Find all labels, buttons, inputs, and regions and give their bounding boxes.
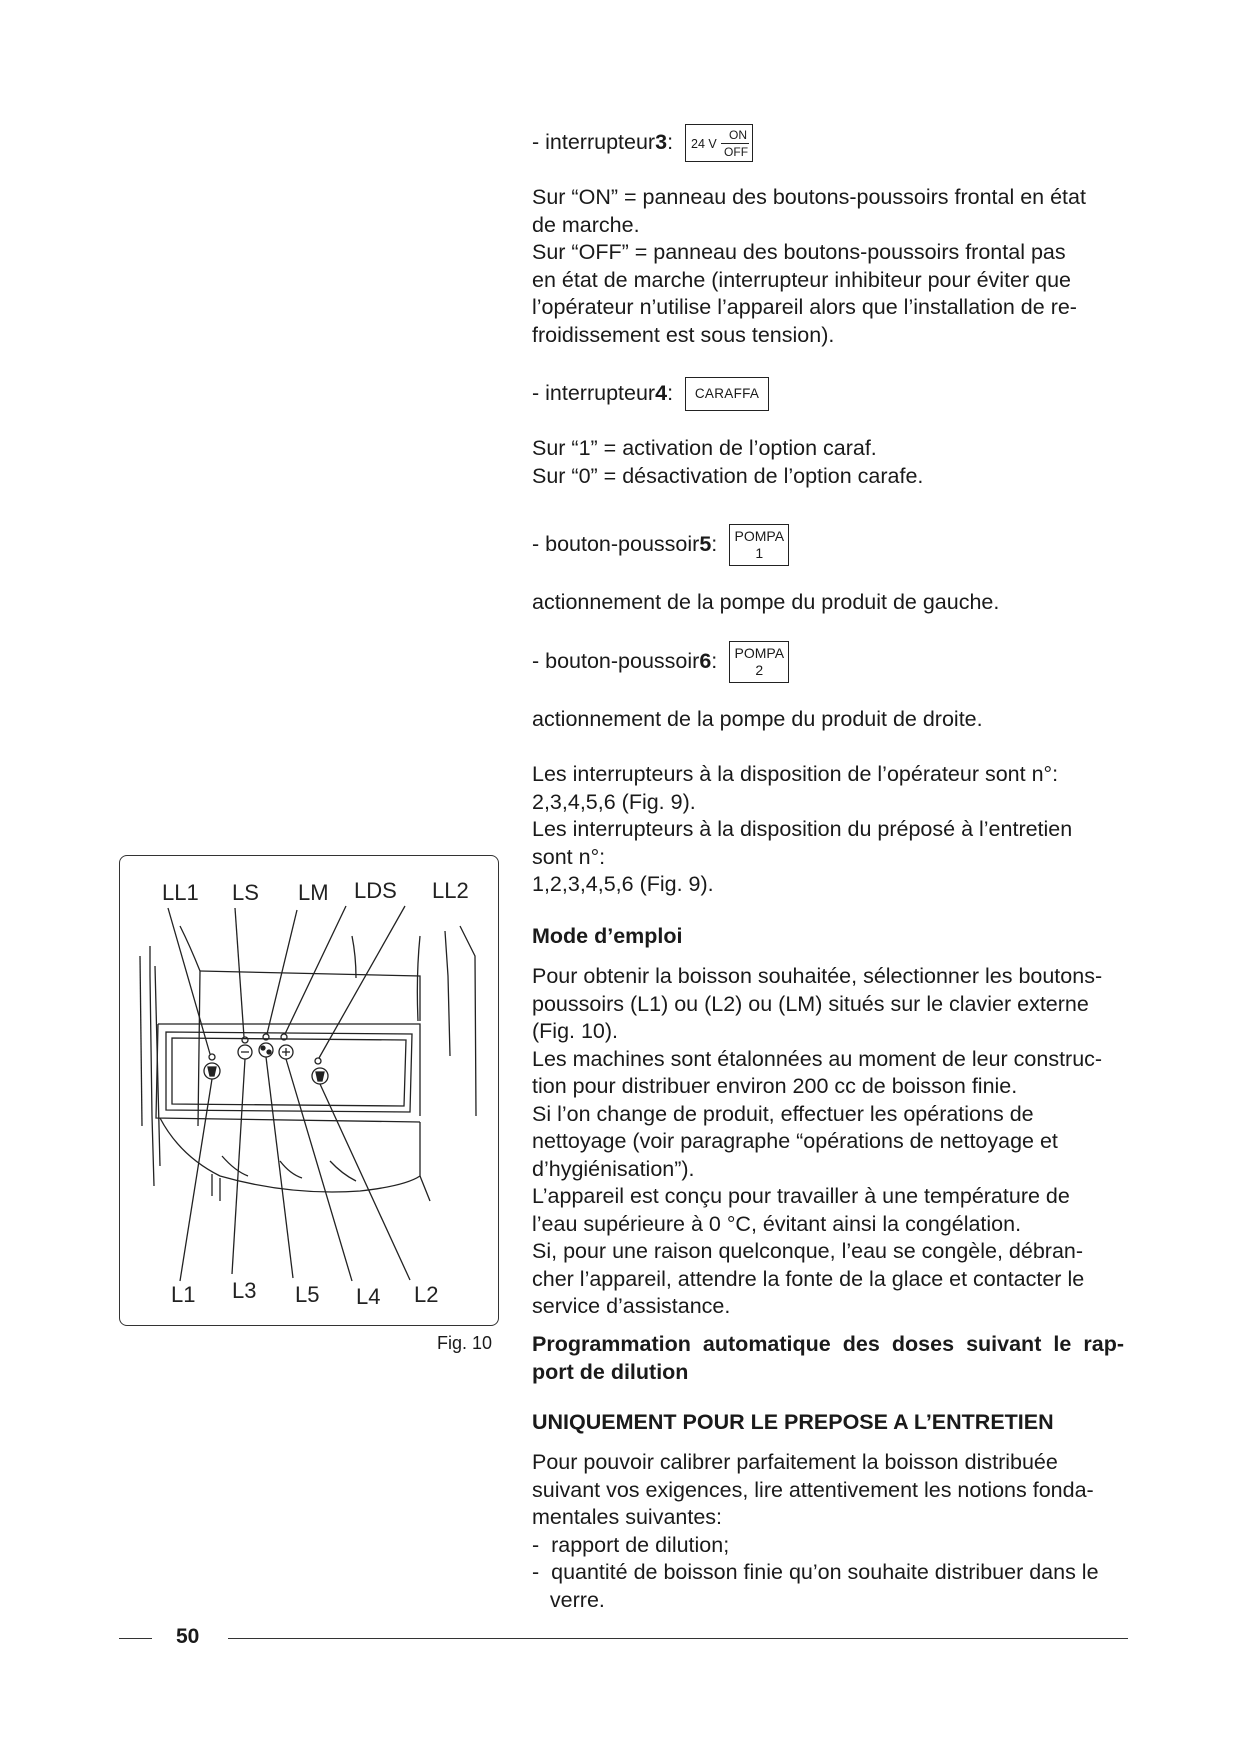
button-6-prefix: - bouton-poussoir (532, 649, 700, 674)
button-l2-icon (312, 1068, 328, 1084)
button-6-colon: : (711, 649, 718, 674)
button-6-line (532, 639, 789, 685)
page-number: 50 (176, 1625, 200, 1648)
mode-heading: Mode d’emploi (532, 924, 683, 948)
button-5-prefix: - bouton-poussoir (532, 532, 700, 557)
machine-outline (140, 926, 476, 1201)
button-6-number: 6 (699, 649, 712, 674)
switch-3-voltage: 24 V (691, 137, 717, 151)
label-l3: L3 (232, 1278, 257, 1303)
button-l3-minus-icon (238, 1045, 252, 1059)
switch-3-number: 3 (655, 130, 668, 155)
figure-10-panel (119, 855, 499, 1326)
leader-lines (168, 906, 410, 1281)
text-line: suivant vos exigences, lire attentivement les notions fonda- (532, 1477, 1094, 1502)
list-item: - rapport de dilution; (532, 1532, 730, 1557)
label-ll1: LL1 (162, 880, 199, 905)
button-5-line (532, 522, 789, 568)
heading-line: port de dilution (532, 1359, 689, 1384)
button-6-symbol (729, 641, 789, 683)
label-l4: L4 (356, 1284, 381, 1309)
button-l5-icon (259, 1043, 273, 1057)
switch-3-description (532, 184, 1124, 349)
text-line: Pour pouvoir calibrer parfaitement la boisson distribuée (532, 1450, 1058, 1474)
text-line: tion pour distribuer environ 200 cc de boisson finie. (532, 1074, 1018, 1098)
heading-line: Programmation automatique des doses suivant le rap- (532, 1332, 1124, 1356)
text-line: Sur “0” = désactivation de l’option carafe. (532, 463, 924, 488)
button-6-description: actionnement de la pompe du produit de droite. (532, 707, 983, 731)
switch-3-symbol (685, 124, 753, 162)
keypad-diagram (120, 856, 500, 1327)
switch-3-on-label: ON (729, 128, 748, 142)
list-item: verre. (532, 1587, 605, 1612)
text-line: Si, pour une raison quelconque, l’eau se congèle, débran- (532, 1239, 1084, 1263)
text-line: mentales suivantes: (532, 1505, 723, 1529)
text-line: d’hygiénisation”). (532, 1156, 695, 1181)
switch-4-description (532, 435, 1124, 490)
text-line: l’eau supérieure à 0 °C, évitant ainsi la congélation. (532, 1211, 1022, 1236)
switch-3-line (532, 120, 753, 166)
label-l5: L5 (295, 1282, 320, 1307)
button-6-symbol-line1: POMPA (734, 645, 785, 661)
button-5-symbol-line2: 1 (755, 545, 764, 561)
text-line: Sur “1” = activation de l’option caraf. (532, 436, 877, 460)
figure-caption: Fig. 10 (437, 1333, 493, 1353)
access-description (532, 761, 1124, 899)
label-l2: L2 (414, 1282, 439, 1307)
switch-4-colon: : (667, 381, 674, 406)
text-line: poussoirs (L1) ou (L2) ou (LM) situés sur le clavier externe (532, 991, 1089, 1016)
text-line: sont n°: (532, 844, 606, 869)
button-5-number: 5 (699, 532, 712, 557)
label-lds: LDS (354, 878, 397, 903)
text-line: service d’assistance. (532, 1294, 731, 1318)
button-5-colon: : (711, 532, 718, 557)
label-ls: LS (232, 880, 259, 905)
switch-3-colon: : (667, 130, 674, 155)
text-line: Sur “ON” = panneau des boutons-poussoirs frontal en état (532, 185, 1086, 209)
text-line: de marche. (532, 212, 640, 237)
text-line: Les interrupteurs à la disposition du préposé à l’entretien (532, 817, 1073, 841)
button-l1-icon (204, 1063, 220, 1079)
text-line: Les interrupteurs à la disposition de l’opérateur sont n°: (532, 762, 1059, 786)
mode-description (532, 963, 1124, 1321)
button-5-description: actionnement de la pompe du produit de gauche. (532, 590, 1000, 614)
calibration-description (532, 1449, 1124, 1614)
switch-3-off-label: OFF (724, 145, 749, 159)
text-line: froidissement est sous tension). (532, 322, 835, 347)
switch-4-prefix: - interrupteur (532, 381, 656, 406)
footer-rule-right (228, 1638, 1128, 1639)
led-ll1 (209, 1054, 215, 1060)
led-ll2 (315, 1058, 321, 1064)
switch-4-number: 4 (655, 381, 668, 406)
programming-heading (532, 1331, 1124, 1386)
led-ls (242, 1037, 248, 1043)
text-line: Les machines sont étalonnées au moment de leur construc- (532, 1046, 1103, 1071)
text-line: Pour obtenir la boisson souhaitée, sélectionner les boutons- (532, 964, 1103, 988)
label-lm: LM (298, 880, 329, 905)
label-ll2: LL2 (432, 878, 469, 903)
text-line: cher l’appareil, attendre la fonte de la glace et contacter le (532, 1266, 1085, 1291)
switch-3-divider (721, 143, 749, 144)
text-line: (Fig. 10). (532, 1019, 619, 1043)
switch-3-prefix: - interrupteur (532, 130, 656, 155)
text-line: 2,3,4,5,6 (Fig. 9). (532, 789, 696, 814)
footer-rule-left (119, 1638, 152, 1639)
button-5-symbol (729, 524, 789, 566)
button-l4-plus-icon (279, 1045, 293, 1059)
text-line: Sur “OFF” = panneau des boutons-poussoirs frontal pas (532, 240, 1066, 264)
maintenance-heading: UNIQUEMENT POUR LE PREPOSE A L’ENTRETIEN (532, 1410, 1054, 1434)
text-line: nettoyage (voir paragraphe “opérations de nettoyage et (532, 1129, 1058, 1153)
text-line: en état de marche (interrupteur inhibiteur pour éviter que (532, 267, 1072, 292)
button-6-symbol-line2: 2 (755, 662, 764, 678)
list-item: - quantité de boisson finie qu’on souhaite distribuer dans le (532, 1560, 1099, 1584)
label-l1: L1 (171, 1282, 196, 1307)
text-line: l’opérateur n’utilise l’appareil alors que l’installation de re- (532, 295, 1077, 319)
button-5-symbol-line1: POMPA (734, 528, 785, 544)
text-line: Si l’on change de produit, effectuer les opérations de (532, 1101, 1034, 1126)
switch-4-line (532, 371, 769, 417)
switch-4-symbol: CARAFFA (685, 377, 769, 411)
text-line: L’appareil est conçu pour travailler à une température de (532, 1184, 1070, 1208)
text-line: 1,2,3,4,5,6 (Fig. 9). (532, 872, 714, 896)
